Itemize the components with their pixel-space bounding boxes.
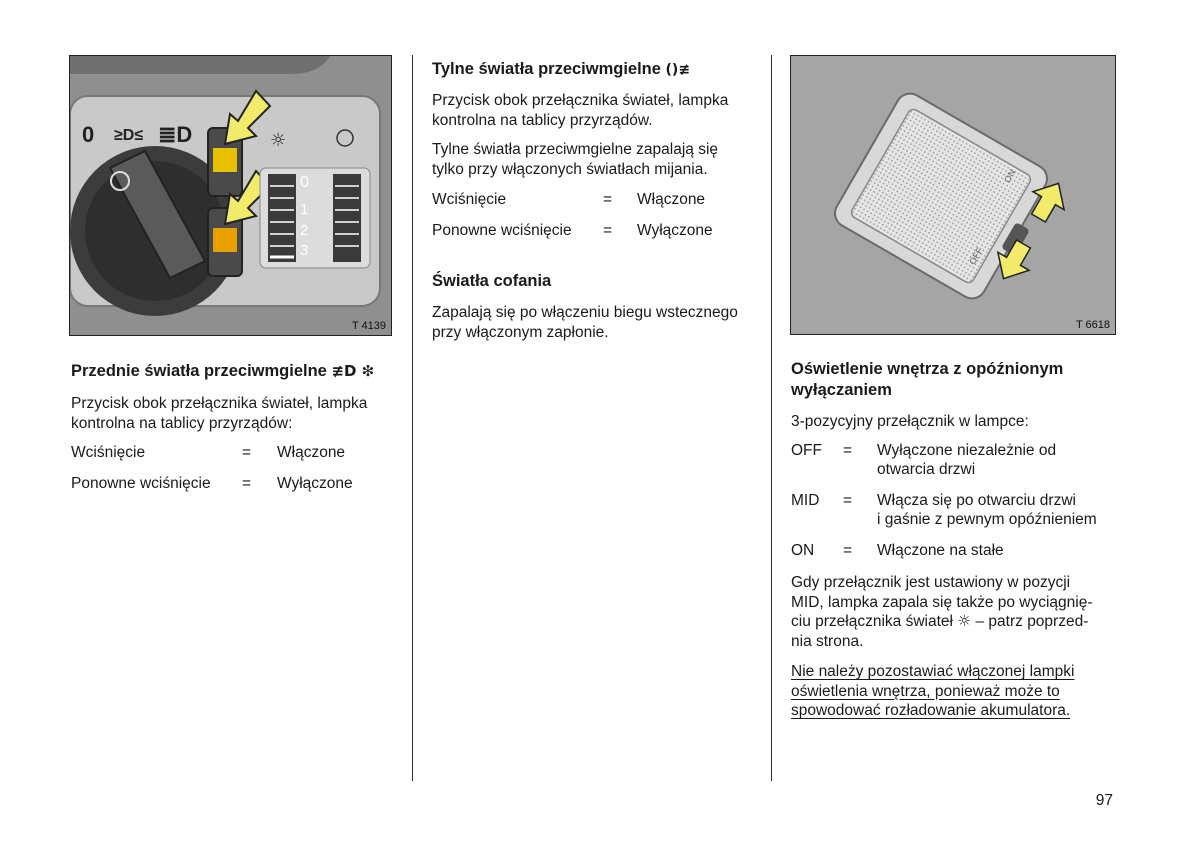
rear-fog-icon: ()≢ [665, 62, 691, 78]
figure-code: T 6618 [1075, 319, 1110, 331]
front-fog-icon: ≢D ❇ [331, 362, 375, 380]
interior-paragraph: Gdy przełącznik jest ustawiony w pozycji MID, lampka zapala się także po wyciągnię- ciu przełącznika świateł ☼ – patrz poprzed- nia strona. [791, 574, 1093, 650]
lamp-label-off: OFF [967, 245, 985, 267]
lamp-label-on: ON [1002, 167, 1018, 185]
interior-heading: Oświetlenie wnętrza z opóźnionym wyłączaniem [791, 360, 1064, 399]
svg-text:0: 0 [82, 122, 95, 147]
rear-fog-heading: Tylne światła przeciwmgielne ()≢ [432, 60, 691, 78]
rear-fog-intro: Przycisk obok przełącznika świateł, lampka kontrolna na tablicy przyrządów. [432, 92, 729, 129]
rear-fog-note: Tylne światła przeciwmgielne zapalają się tylko przy włączonych światłach mijania. [432, 141, 719, 178]
interior-lamp-illustration [791, 56, 1115, 334]
switch-label-0: 0 [300, 174, 309, 191]
switch-label-1: 1 [300, 201, 309, 218]
switch-label-2: 2 [300, 222, 309, 239]
column-divider-2 [771, 55, 772, 781]
light-switch-icon: ☼ [957, 612, 972, 630]
switch-label-3: 3 [300, 242, 309, 259]
front-fog-heading: Przednie światła przeciwmgielne ≢D ❇ [71, 362, 375, 380]
front-fog-intro: Przycisk obok przełącznika świateł, lampka kontrolna na tablicy przyrządów: [71, 395, 368, 432]
interior-intro: 3-pozycyjny przełącznik w lampce: [791, 413, 1029, 430]
reverse-heading: Światła cofania [432, 272, 552, 290]
interior-lamp-figure [790, 55, 1116, 335]
page-number: 97 [1095, 792, 1113, 809]
svg-text:≣D: ≣D [158, 122, 193, 147]
battery-warning: Nie należy pozostawiać włączonej lampki oświetlenia wnętrza, ponieważ może to spowodować rozładowanie akumulatora. [791, 663, 1075, 719]
reverse-text: Zapalają się po włączeniu biegu wstecznego przy włączonym zapłonie. [432, 304, 738, 341]
svg-text:≥D≤: ≥D≤ [114, 127, 144, 144]
figure-code: T 4139 [351, 320, 386, 332]
light-switch-figure [69, 55, 392, 336]
light-switch-illustration [70, 56, 391, 335]
column-divider-1 [412, 55, 413, 781]
svg-text:☼: ☼ [270, 130, 287, 151]
